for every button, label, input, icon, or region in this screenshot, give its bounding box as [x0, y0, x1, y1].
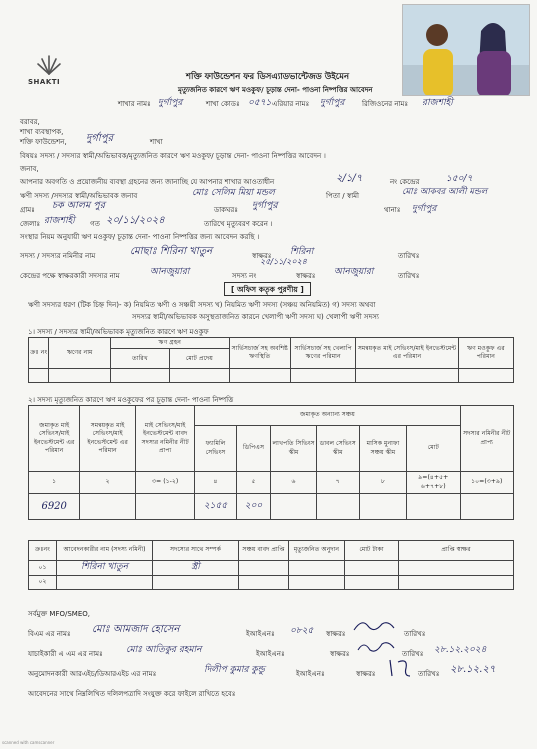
witness-sign-label: স্বাক্ষরঃ — [296, 272, 316, 280]
t2-index: ২ — [80, 472, 135, 494]
witness-sign-hw: আনজুয়ারা — [334, 267, 374, 277]
village-label: গ্রামঃ — [20, 206, 35, 214]
t2-index: ৮ — [359, 472, 406, 494]
body-line-2: সংস্থার নিয়ম অনুযায়ী ঋণ মওকুফ/ চূড়ান্ত দেনা- পাওনা নিষ্পত্তির জন্য আবেদন করছি । — [20, 233, 260, 241]
branch-suffix: শাখা — [150, 138, 163, 146]
t3-cell — [345, 561, 399, 576]
district-hw: রাজশাহী — [44, 216, 75, 226]
witness-no-label: সদস্য নং — [232, 272, 257, 280]
branch-label: শাখার নামঃ — [118, 100, 151, 108]
branch-value: দুর্গাপুর — [158, 98, 183, 108]
office-section-text: অফিস কতৃক পুরণীয় — [237, 285, 298, 294]
t3-row-relation: স্ত্রী — [153, 561, 239, 576]
region-value: রাজশাহী — [422, 98, 453, 108]
t2-h-col1: জমাকৃত মাই সেভিংস/মাই ইনভেস্টমেন্ট এর পরিমান — [29, 406, 80, 472]
t2-value-col1: 6920 — [29, 494, 80, 520]
loan-waiver-table — [28, 337, 514, 383]
t1-cell — [49, 369, 110, 383]
t3-cell — [399, 575, 514, 589]
center-name-hw: ১৫০/৭ — [446, 174, 473, 184]
t2-index: ৩= (১-২) — [135, 472, 195, 494]
final-settlement-table — [28, 405, 514, 520]
borrower-hw: মোঃ সেলিম মিয়া মন্ডল — [192, 188, 275, 198]
am-hw: মোঃ আতিকুর রহমান — [126, 645, 202, 655]
father-label: পিতা / স্বামী — [326, 192, 360, 200]
t3-h-receipt: প্রাপ্তি স্বাক্ষর — [399, 541, 514, 561]
t1-h-adjusted: সমন্বয়কৃত মাই সেভিংস/মাই ইনভেস্টমেন্ট এর পরিমান — [356, 338, 458, 369]
t1-h-sc-overdue: সার্ভিসচার্জ সহ খেলাপি ঋণের পরিমান — [290, 338, 355, 369]
t3-h-total: মোট টাকা — [345, 541, 399, 561]
t2-cell — [359, 494, 406, 520]
t2-index: ৭ — [316, 472, 359, 494]
t1-h-loan-taken: ঋণ গ্রহন — [110, 338, 229, 349]
witness-date-label: তারিখঃ — [398, 272, 420, 280]
t3-cell — [289, 561, 345, 576]
applicant-photo — [402, 4, 530, 96]
t2-h-col2: সমন্বয়কৃত মাই সেভিংস/মাই ইনভেস্টমেন্ট এর পরিমান — [80, 406, 135, 472]
office-instruction: ঋণী সদস্যর ধরণ (টিক চিহ্ন দিন)- ক) নিয়মিত ঋণী ও সঞ্চয়ী সদস্য খ) নিয়মিত ঋণী সদস্য (সঞ্চয় অনিয়মিত) গ) সদস্য অথবা — [28, 301, 376, 309]
witness-label: কেন্দ্রের পক্ষে স্বাক্ষরকারী সদস্যর নাম — [20, 272, 120, 280]
salutation: জনাব, — [20, 165, 39, 173]
rm-sign-label: স্বাক্ষরঃ — [356, 670, 376, 678]
rm-date-hw: ২৮.১২.২৭ — [450, 664, 496, 675]
org-title: শক্তি ফাউন্ডেশন ফর ডিসএ্যাডভান্টেজড উইমেন — [186, 72, 350, 82]
t2-h-col3: মাই সেভিংস/মাই ইনভেস্টমেন্ট বাবদ সদস্যর নমিনীর নীট প্রাপ্য — [135, 406, 195, 472]
t2-h-dps: ডিপিএস — [236, 426, 271, 472]
t3-h-relation: সদস্যের সাথে সম্পর্ক — [153, 541, 239, 561]
t2-cell — [316, 494, 359, 520]
t2-h-double: ডাবল সেভিংস স্কীম — [316, 426, 359, 472]
t1-cell — [110, 369, 169, 383]
body-line-1: আপনার অবগতি ও প্রয়োজনীয় ব্যবস্থা গ্রহনের জন্য জানাচ্ছি যে আপনার শাখার আওতাধীন — [20, 178, 275, 186]
date-hw: ২০/১১/২০২৪ — [106, 215, 165, 226]
office-section-title: [ অফিস কতৃক পুরণীয় ] — [224, 282, 311, 296]
bm-hw: মোঃ আমজাদ হোসেন — [92, 624, 180, 635]
rm-label: অনুমোদনকারী আরএইচ/ডিআরএইচ এর নামঃ — [28, 670, 157, 678]
rm-hw: দিলীপ কুমার কুন্ডু — [204, 665, 265, 675]
foundation-line: শক্তি ফাউন্ডেশন, — [20, 138, 67, 146]
to-line: বরাবর, — [20, 118, 40, 126]
t1-cell — [356, 369, 458, 383]
t2-cell — [135, 494, 195, 520]
t1-cell — [229, 369, 290, 383]
thana-hw: দুর্গাপুর — [412, 204, 437, 214]
t2-h-monthly: মাসিক মুনাফা সঞ্চয় স্কীম — [359, 426, 406, 472]
district-label: জেলাঃ — [20, 220, 41, 228]
t1-h-total-payable: মোট প্রদেয় — [170, 349, 229, 369]
post-hw: দুর্গাপুর — [252, 200, 278, 211]
t3-cell — [153, 575, 239, 589]
t2-h-lakhpati: লাখপতি সিভিংস স্কীম — [271, 426, 316, 472]
office-instruction-2: সদস্যর স্বামী/অভিভাবক অসুস্থতাজনিত কারনে খেলাপী ঋণী সদস্য ঘ) খেলাপী ঋণী সদস্য — [132, 313, 379, 321]
thana-label: থানাঃ — [384, 206, 401, 214]
nominee-date-hw: ২৫/১১/২০২৪ — [260, 257, 307, 266]
t2-h-family: ফ্যামিলি সেভিংস — [195, 426, 236, 472]
bm-id-label: ইআইএনঃ — [246, 630, 275, 638]
shakti-logo-icon — [36, 50, 62, 76]
father-hw: মোঃ আকবর আলী মন্ডল — [402, 187, 488, 197]
t2-index: ৬ — [271, 472, 316, 494]
manager-line: শাখা ব্যবস্থাপক, — [20, 128, 64, 136]
t1-cell — [290, 369, 355, 383]
nominee-sign-label: স্বাক্ষরঃ — [252, 252, 272, 260]
center-label: নং কেন্দ্রের — [390, 178, 420, 186]
bm-signature-icon — [352, 616, 396, 634]
t2-cell — [407, 494, 460, 520]
t2-value-dps: ২০০ — [236, 494, 271, 520]
t3-cell — [239, 575, 289, 589]
t2-h-nominee-net: সদস্যর নমিনীর নীট প্রাপ্য — [460, 406, 513, 472]
t1-cell — [458, 369, 513, 383]
am-sign-label: স্বাক্ষরঃ — [330, 650, 350, 658]
t2-h-total: মোট — [407, 426, 460, 472]
date-suffix: তারিখে মৃত্যুবরণ করেন । — [204, 220, 273, 228]
recommend-label: সর্বমুক্ত MFO/SMEO, — [28, 610, 91, 618]
t3-h-death-grant: মৃত্যুজনিত অনুদান — [289, 541, 345, 561]
t2-index: ৫ — [236, 472, 271, 494]
t2-cell — [460, 494, 513, 520]
t3-h-serial: ক্রঃনং — [29, 541, 57, 561]
watermark: scanned with camscanner — [2, 740, 55, 745]
nominee-sign-hw: শিরিনা — [290, 247, 314, 257]
rm-id-label: ইআইএনঃ — [296, 670, 325, 678]
bm-date-label: তারিখঃ — [404, 630, 426, 638]
nominee-hw: মোছাঃ শিরিনা খাতুন — [130, 246, 213, 257]
t2-value-family: ২১৫৫ — [195, 494, 236, 520]
am-date-hw: ২৮.১২.২০২৪ — [434, 645, 487, 655]
t3-cell — [399, 561, 514, 576]
am-id-label: ইআইএনঃ — [256, 650, 285, 658]
logo-text: SHAKTI — [28, 78, 61, 86]
rm-date-label: তারিখঃ — [418, 670, 440, 678]
area-value: দুর্গাপুর — [320, 98, 345, 108]
center-no-hw: ২/১/৭ — [336, 173, 363, 184]
rm-signature-icon — [386, 656, 416, 680]
t1-h-waiver: ঋণ মওকুফ এর পরিমান — [458, 338, 513, 369]
payment-receipt-table — [28, 540, 514, 590]
t3-cell — [345, 575, 399, 589]
t2-index: ১০=(৩+৯) — [460, 472, 513, 494]
t2-index: ৪ — [195, 472, 236, 494]
t2-h-group: জমাকৃত অন্যান্য সঞ্চয় — [195, 406, 460, 426]
t3-h-applicant: আবেদনকারীর নাম (সদস্য নমিনী) — [57, 541, 153, 561]
t3-row-applicant: শিরিনা খাতুন — [57, 561, 153, 576]
shakti-logo — [28, 50, 70, 98]
witness-hw: আনজুয়ারা — [150, 267, 190, 277]
subject-line: বিষয়ঃ সদস্য / সদস্যর স্বামী/অভিভাবক/মৃত্যুজনিত কারণে ঋণ মওকুফ/ চূড়ান্ত দেনা- পাওনা নিষ্পত্তির আবেদন । — [20, 152, 326, 160]
post-label: ডাকঘরঃ — [214, 206, 238, 214]
form-title: মৃত্যুজনিত কারণে ঋণ মওকুফ/ চূড়ান্ত দেনা- পাওনা নিষ্পত্তির আবেদন — [178, 86, 373, 94]
t3-row-no: ০১ — [29, 561, 57, 576]
nominee-date-label: তারিখঃ — [398, 252, 420, 260]
t1-h-serial: ক্রঃ নং — [29, 338, 49, 369]
t1-cell — [29, 369, 49, 383]
t1-h-loan-name: ঋণের নাম — [49, 338, 110, 369]
bm-label: বিএম এর নামঃ — [28, 630, 71, 638]
area-label: এরিয়ার নামঃ — [272, 100, 310, 108]
attachment-note: আবেদনের সাথে নিম্নলিখিত দলিলপত্রাদি সংযুক্ত করে ফাইলে রাখিতে হবেঃ — [28, 690, 236, 698]
t1-cell — [170, 369, 229, 383]
t2-cell — [271, 494, 316, 520]
am-date-label: তারিখঃ — [402, 650, 424, 658]
t3-h-savings: সঞ্চয় বাবদ প্রাপ্তি — [239, 541, 289, 561]
am-label: যাচাইকারী এ এম এর নামঃ — [28, 650, 103, 658]
code-value: ০৫৭১ — [248, 98, 272, 108]
t3-row-no: ০২ — [29, 575, 57, 589]
t2-cell — [80, 494, 135, 520]
branch-handwritten: দুর্গাপুর — [86, 133, 113, 144]
table1-title: ১। সদস্য / সদস্যর স্বামী/অভিভাবক মৃত্যুজনিত কারণে ঋণ মওকুফ — [28, 328, 209, 336]
t1-h-date: তারিখ — [110, 349, 169, 369]
date-label: গত — [90, 220, 100, 228]
t1-h-sc-balance: সার্ভিসচার্জ সহ অবশিষ্ট ঋণস্থিতি — [229, 338, 290, 369]
t3-cell — [289, 575, 345, 589]
region-label: রিজিওনের নামঃ — [362, 100, 409, 108]
village-hw: চক আলম পুর — [52, 200, 105, 211]
bm-sign-label: স্বাক্ষরঃ — [326, 630, 346, 638]
t3-cell — [57, 575, 153, 589]
am-signature-icon — [356, 638, 396, 656]
code-label: শাখা কোডঃ — [206, 100, 240, 108]
t3-cell — [239, 561, 289, 576]
bm-id-hw: ০৮২৫ — [290, 626, 314, 636]
t2-index: ১ — [29, 472, 80, 494]
t2-index: ৯=(৪+৫+ ৬+৭+৮) — [407, 472, 460, 494]
nominee-label: সদস্য / সদস্যর নমিনীর নাম — [20, 252, 96, 260]
table2-title: ২। সদস্য মৃত্যুজনিত কারণে ঋণ মওকুফের পর চূড়ান্ত দেনা- পাওনা নিষ্পত্তি — [28, 396, 234, 404]
borrower-label: ঋণী সদস্য /সদস্যর স্বামী/অভিভাবক জনাব — [20, 192, 138, 200]
